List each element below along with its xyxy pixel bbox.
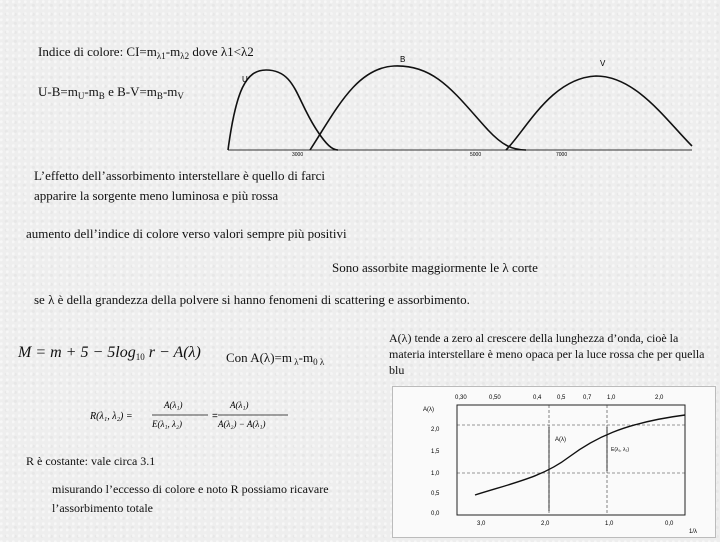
short-wavelength-absorbed: Sono assorbite maggiormente le λ corte	[332, 260, 538, 275]
y-tick-15: 1,5	[431, 449, 440, 455]
extinction-curve-svg	[393, 387, 715, 537]
dm-sub: 10	[135, 352, 145, 362]
ci-text-b: -m	[165, 44, 181, 59]
top-tick-6: 1,0	[607, 395, 616, 401]
extinction-curve	[475, 415, 685, 495]
b-label: B	[400, 55, 406, 64]
filter-curves-svg	[226, 50, 694, 158]
u-label: U	[242, 75, 248, 84]
absorption-effect-line-1: L’effetto dell’assorbimento interstellare è quello di farci	[34, 168, 325, 183]
r-num-1: A(λ₁)	[164, 400, 183, 410]
v-label: V	[600, 59, 606, 68]
x-axis-label: 1/λ	[689, 529, 698, 535]
extinction-curve-figure	[392, 386, 716, 538]
dm-rest: r − A(λ)	[144, 344, 201, 361]
x-tick-3: 3,0	[477, 521, 486, 527]
color-index-examples	[38, 84, 184, 101]
absorption-effect-line-2: apparire la sorgente meno luminosa e più rossa	[34, 188, 279, 203]
ub-b: -m	[84, 84, 99, 99]
ub-a-sub: U	[77, 91, 85, 101]
r-den-1: E(λ₁, λ₂)	[152, 419, 183, 429]
con-sub-2: 0 λ	[313, 357, 325, 367]
top-tick-5: 0,7	[583, 395, 592, 401]
b-filter-curve	[310, 66, 526, 150]
bv-c-sub: B	[156, 91, 163, 101]
bv-d: -m	[162, 84, 178, 99]
con-mid: -m	[298, 350, 314, 365]
r-num-2: A(λ₁)	[230, 400, 249, 410]
r-lhs: R(λ₁, λ₂) =	[90, 411, 133, 422]
ub-a: U-B=m	[38, 84, 78, 99]
y-tick-0: 0,0	[431, 511, 440, 517]
total-absorption-line-1: misurando l’eccesso di colore e noto R possiamo ricavare	[52, 482, 329, 496]
r-eq: =	[212, 411, 218, 422]
x-tick-0: 0,0	[665, 521, 674, 527]
color-index-definition	[38, 44, 254, 61]
y-tick-2: 2,0	[431, 427, 440, 433]
r-ratio-formula	[90, 396, 290, 436]
label-e: E(λ₁, λ₂)	[611, 447, 630, 453]
label-a-lambda: A(λ)	[555, 437, 566, 443]
total-absorption-note	[52, 480, 329, 518]
v-filter-curve	[506, 76, 692, 150]
y-axis-label: A(λ)	[423, 407, 434, 413]
top-tick-2: 0,50	[489, 395, 501, 401]
distance-modulus-formula	[18, 344, 201, 362]
ci-text-a: Indice di colore: CI=m	[38, 44, 157, 59]
total-absorption-line-2: l’assorbimento totale	[52, 501, 153, 515]
con-prefix: Con A(λ)=m	[226, 350, 292, 365]
top-tick-3: 0,4	[533, 395, 542, 401]
r-den-2: A(λ₂) − A(λ₁)	[218, 419, 266, 429]
y-tick-05: 0,5	[431, 491, 440, 497]
absorption-effect-paragraph	[34, 166, 325, 206]
x-tick-1: 1,0	[605, 521, 614, 527]
scattering-statement: se λ è della grandezza della polvere si hanno fenomeni di scattering e assorbimento.	[34, 292, 470, 307]
y-tick-1: 1,0	[431, 471, 440, 477]
top-tick-1: 0,30	[455, 395, 467, 401]
top-tick-4: 0,5	[557, 395, 566, 401]
ub-b-sub: B	[98, 91, 105, 101]
dm-lhs: M = m + 5 − 5log	[18, 344, 136, 361]
con-sub-1: λ	[292, 357, 299, 367]
extinction-trend-note: A(λ) tende a zero al crescere della lunghezza d’onda, cioè la materia interstellare è meno opaca per la luce rossa che per quella blu	[389, 331, 705, 377]
filter-curves-figure	[226, 50, 694, 158]
tick-3000: 3000	[292, 152, 304, 158]
x-tick-2: 2,0	[541, 521, 550, 527]
tick-5000: 5000	[470, 152, 482, 158]
r-constant-note: R è costante: vale circa 3.1	[26, 454, 156, 468]
ci-text-c: dove λ1<λ2	[189, 44, 254, 59]
bv-c: e B-V=m	[104, 84, 157, 99]
top-tick-7: 2,0	[655, 395, 664, 401]
tick-7000: 7000	[556, 152, 568, 158]
bv-d-sub: V	[177, 91, 184, 101]
ci-sub-2: λ2	[180, 51, 190, 61]
r-ratio-svg	[90, 396, 290, 436]
extinction-definition	[226, 350, 324, 367]
ci-sub-1: λ1	[156, 51, 166, 61]
color-index-increase: aumento dell’indice di colore verso valori sempre più positivi	[26, 226, 347, 241]
